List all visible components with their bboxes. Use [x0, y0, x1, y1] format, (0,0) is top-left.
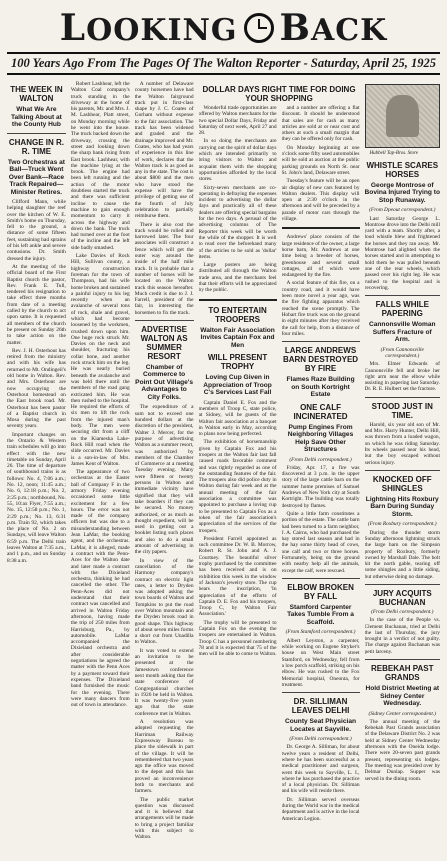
article-paragraph: At the meeting of the official board of the First Baptist church the pastor, Rev. Frank E. Tull, tendered his resignation to take effect three months from date of a meeting called by the church to act upon same. It is requested all members of the church be present on Sunday 26th to take action on the matter. — [7, 263, 66, 346]
headline-advertise-walton: ADVERTISE WALTON AS SUMMER RESORT — [140, 324, 188, 361]
masthead-word-back: BACK — [279, 7, 388, 49]
center-columns — [199, 105, 360, 824]
subhead-calf: Pump Engines From Neighboring Villages Help Save Other Structures — [287, 423, 354, 454]
subhead-elbow: Stamford Carpenter Takes Tumble From a Scaffold. — [287, 603, 354, 626]
headline-one-calf: ONE CALF INCINERATED — [293, 402, 348, 421]
article-paragraph: It was voted to extend an invitation to be presented at the Jamestown conference next month asking that the state conference of Congregational churches in 1926 be held in Walton. It was twenty-five years ago that the state conference met in Walton. — [134, 647, 194, 717]
headline-large-andrews-barn: LARGE ANDREWS BARN DESTROYED BY FIRE — [282, 346, 359, 374]
article-paragraph: In so doing the merchants are carrying out the spirit of dollar days which are intended primarily to bring visitors to Walton and acquaint them with the shopping opportunities afforded by the local stores. — [198, 138, 277, 183]
source-line: (From Delhi correspondent.) — [371, 608, 434, 615]
subhead-week: What We Are Talking About at the County Hub — [10, 106, 62, 128]
article-paragraph: A social feature of this fire, on a country road, and it would have been more novel a year ago, was the fire fighting apparatus which reached the scene promptly. The Hobart fire truck was on the ground in eight minutes after they received the call for help, from a distance of four miles. — [281, 280, 360, 337]
source-line: (From Delhi correspondent.) — [289, 456, 352, 463]
article-paragraph: There is also cost the track would be rolled and harrowed later. The four associates will construct a fence which will get the outer way around the inside of the half mile track. It is probable that a number of horses will be located on the Walton track this season hereafter. Much credit is due to J. J. Farrell, president of the fair, in interesting the horsemen to fix the track. — [134, 221, 194, 316]
article-paragraph: The public market question was discussed and it is believed that arrangements will be made to bring a project familiar with this subject to Walton. — [134, 796, 194, 841]
headline-stood-just-in-time: STOOD JUST IN TIME. — [371, 401, 433, 420]
article-paragraph: President Farrell appointed as such committee Dr. W. B. Morrow, Robert R. St. John and A. J. Courtney. The beautiful silver trophy purchased by the committee has been received and is on exhibition this week in the window of Jackson's jewelry store. The cup bears the inscription, 'In appreciation of the efforts of Captain D. E. Fox and his troopers, Troop C, by Walton Fair Association.' — [198, 535, 277, 618]
article-paragraph: During the thunder storm Sunday afternoon lightning struck the large barn on the Simpson property of Roxbury, formerly owned by Marshall Dale. The bolt hit the north gable, tearing off some shingles and a little siding, but otherwise doing no damage. — [364, 529, 440, 580]
article-paragraph: Clifford Mann, while helping slaughter the reef over the kitchen of W. E. Smith's home on Thursday, fell to the ground, a distance of some fifteen feet, sustaining bad sprains of his left ankle and severe contusions. Dr. Smith dressed the injury. — [7, 199, 66, 262]
store-photo — [365, 84, 440, 148]
headline-whistle-scares-horses: WHISTLE SCARES HORSES — [366, 160, 439, 179]
article-paragraph: Robert Lashhear, left the Walton Coal company's truck standing in the driveway at the home of his parents, Mr. and Mrs. J. M. Lashhear, Platt street, on Monday morning while he went into the house. The truck backed down the driveway, crossing the street and looking down the sharp bank rising from East brook. Lashhear, with the machine lying at the brook. The engine had been left running and the action of the motor doubtless started the truck and there was sufficient incline to cause the machine to gain enough momentum to carry it across the highway and down the bank. The truck had turned over at the foot of the incline and the left side badly smashed. — [70, 81, 130, 251]
article-paragraph: Harold, six year old son of Mr. and Mrs. Harry Hunter, Delhi Hill, was thrown from a loaded wagon, on which he was riding Saturday. Its wheels passed near his head, but the boy escaped without serious injury. — [364, 421, 440, 466]
subhead-change: Two Orchestras at Ball—Truck Went Over Bank—Race Track Repaired—Minister Retires. — [7, 158, 65, 196]
article-paragraph: Captain Daniel E. Fox and the members of Troop C, state police, at Sidney, will be guests of the Walton fair association at a banquet in Walton early in May, according to plans now being perfected. — [198, 399, 277, 438]
column-3 — [135, 81, 194, 861]
article-paragraph: Mrs. Elmer Edwards of Cannonsville fell and broke her right arm near the elbow while assisting in papering last Saturday. Dr. R. E. Hulbert set the fracture. — [364, 361, 440, 393]
article-paragraph: Important changes on the Ontario & Western train schedules will go into effect with the new timetable on Sunday, April 26. The time of departure of southbound trains is as follows: No. 4, 7:06 a.m.; No. 12, noon; 11:45 a.m.; No. 6, 12:18 p.m.; No. 2, 2:25 p.m.; northbound, No. 55, 10:ax Flyer, 7:55 a.m.; No. 15, 12:58 p.m.; No. 1, 2:29 p.m.; No. 13, 6:31 p.m. Train 92, which takes the place of No. 2 on Sundays, will leave Walton 6:59 p.m. The Delhi train leaves Walton at 7:35 a.m., and 1 p.m., and on Sunday 8:38 a.m. — [7, 431, 66, 564]
article-paragraph: Andrews' place consists of the large residence of the owner, a large horse barn, Mr. Andrews at one time being a breeder of horses, greenhouse and several small cottages, all of which were endangered by the fire. — [281, 234, 360, 279]
column-2 — [71, 81, 130, 861]
article-paragraph: The expenditure of a sum not to exceed one hundred dollars at the discretion of the president, Walter J. Mercer, for the purpose of advertising Walton as a summer resort, was authorized by members of the Chamber of Commerce at a meeting Tuesday evening. Many were fifteen or twenty persons in Walton and immediate vicinity have signified that they will take boarders if they can be secured. No money authorized, or as much as thought expedient, will be used in getting out a booklet listing such places and also to do a small amount of advertising in the city papers. — [134, 404, 194, 556]
subhead-barn: Flames Raze Building on South Kortright Estate — [286, 376, 355, 399]
article-paragraph: The annual meeting of the Rebekah Past Grands association of the Delaware District No. 2 was held at Sidney Center Wednesday afternoon with the Oneida lodge. There were 20-seven past grands present, representing six lodges. The meeting was presided over by Delmar Dunlap. Supper was served in the dining room. — [364, 718, 440, 782]
headline-dr-silliman: DR. SILLIMAN LEAVES DELHI — [291, 697, 350, 716]
masthead — [7, 6, 440, 50]
headline-change-rr-time: CHANGE IN R. R. TIME — [8, 137, 64, 156]
column-5 — [282, 105, 360, 824]
article-paragraph: The appearance of two orchestras at the Easter ball of Company F in the armory Friday evening occasioned some little excitement for a few hours. The error was not made of the company officers but was due to a misunderstanding between Jean LaMar, the booking agent, and the orchestras. LaMar, it is alleged, made a contract with the Penn-Aces for the Walton date and later made a contract with the Dixieland orchestra, thinking he had cancelled the other. The Penn-Aces did not understand that their contract was cancelled and arrived in Walton Friday afternoon, having made the trip of 250 miles from Harrisburg, Pa., by automobile. LaMar accompanied the Dixieland orchestra and after considerable negotiations he agreed the matter with the Penn Aces by a payment toward their expenses. The Dixieland band furnished the music for the evening. There were many dancers from out of town in attendance. — [70, 469, 130, 709]
article-paragraph: Quite a little farm constitutes a portion of the estate. The cattle barn had been turned to a farm neighbor, J. A. Cairns, who had purchased the hay stored last season and had in the hay some thirty head of cows, one calf and two or three horses. Fortunately, being on the ground with nearby help all the animals, except the calf, were rescued. — [281, 510, 360, 574]
article-paragraph: Lake Davies of Rock Hill, Sullivan county, a highway construction foreman for the town of Thompson, had his wife home broken and sustained a painful injury to his leg recently when an avalanche of several tons of rock, shale and gravel, which had become loosened by the workmen, crushed down upon him. One huge rock struck Mr. Davies on the neck and shoulder, fracturing his collar bone, and another rock struck him on the leg. He was nearly buried beneath the avalanche and was held there until the members of the road gang extricated him. He was then rushed to the hospital. He required the efforts of six men to lift the rock from the injured man's body. The men were securing dirt from a cliff on the Kiamesha Lake-Rock Hill road when the slide occurred. Mr. Davies is a son-in-law of Mrs. James Kent of Walton. — [70, 253, 130, 467]
subhead-silliman: County Seat Physician Locates at Sayville. — [284, 718, 357, 733]
article-paragraph: Rev. J. H. Osterhout has retired from the ministry and with his wife has returned to Mt. Ondingeil's old home in Walton. Rev. and Mrs. Osterhout are now occupying the Osterhout homestead on the East brook road. Mr. Osterhout has been pastor of a Baptist church in Mosa during the past seventy years. — [7, 347, 66, 430]
article-paragraph: A number of Delaware county horsemen have had the Walton fairground track put in first-class shape by J. C. Coates of Gorham without expense to the fair association. The track has been widened and graded and the drainage improved and Mr. Coates, who has had years of experience in this line of work, declares that the Walton track is as good as any in the state. The cost is about $800 and the men who have stood the expense will have the privilege of getting use of the fourth of July celebration to partially reimburse them. — [134, 81, 194, 220]
subhead-shingles: Lightning Hits Roxbury Barn During Sunday Storm. — [365, 495, 439, 518]
center-section — [199, 81, 360, 861]
article-paragraph: In view of the cancellation of the Harmony company's contract on electric light rates, a letter to Dryden was adopted asking the town boards of Walton and Tompkins to put the road over Walton mountain and the Dryden brook road in good shape. This highway of about seven miles forms a short cut from Unadilla to Walton. — [134, 557, 194, 646]
subhead-rebekah: Hold District Meeting at Sidney Center Wednesday. — [365, 685, 440, 708]
source-line: (Sidney Center correspondent.) — [368, 710, 437, 717]
article-paragraph: Large posters are being distributed all through the Walton trade area, and the merchants feel that their efforts will be appreciated by the public. — [198, 262, 277, 294]
article-paragraph: The exhibition of horsemanship given by Captain Fox and his troopers at the Walton fair last fall caused roads favorable comment and was rightly regarded as one of the outstanding features of the fair. The troopers also did police duty in Walton during fair week and at the annual meeting of the fair association a committee was appointed to purchase a loving cup to be presented to Captain Fox as a token of the fair association's appreciation of the services of the troopers. — [198, 439, 277, 534]
article-paragraph: Sixty-seven merchants are co-operating in defraying the expenses incident to advertising the dollar days and practically all of these dealers are offering special bargains for the two days. A perusal of the advertising columns of The Reporter this week will be worth the while of the shopper. It is well to read over the beforehand many of the articles to be sold as 'dollar' items. — [198, 184, 277, 260]
source-line: (From Delhi correspondent.) — [289, 736, 352, 743]
subhead-trophy: Loving Cup Given in Appreciation of Troop C's Services Last Fall — [203, 374, 272, 397]
source-line: (From Cannonsville correspondent.) — [380, 346, 424, 359]
headline-rebekah-past-grands: REBEKAH PAST GRANDS — [370, 664, 434, 683]
photo-caption: Hubbell Tap-Bros. Store — [369, 151, 419, 156]
headline-week-in-walton: THE WEEK IN WALTON — [10, 85, 63, 103]
tagline: 100 Years Ago From The Pages Of The Walton Reporter - Saturday, April 25, 1925 — [7, 52, 440, 75]
article-paragraph: On Monday beginning at one o'clock some fifty used automobiles will be sold at auction at the public parking grounds on North St. near St. John's land, Delaware street. — [281, 144, 360, 176]
columns — [7, 81, 440, 861]
subhead-whistle: George Montrose of Bovina Injured Trying to Stop Runaway. — [364, 181, 440, 204]
article-paragraph: The trophy will be presented to Captain Fox on the evening the troopers are entertained in Walton. Troop C has a personnel numbering 78 and it is expected that 75 of the men will be able to come to Walton. — [198, 619, 277, 658]
source-line: (From Roxbury correspondent.) — [367, 521, 437, 528]
article-paragraph: and a number are offering a flat discount. It should be understood that sales are for cash as many articles are sold at or near cost and others at such a small margin that they can be offered only for cash. — [281, 105, 360, 143]
article-paragraph: Albert Leyston, a carpenter, while working on Eugene Stryker's house on West Main street Stamford, on Wednesday, fell from a low porch scaffold, striking on his elbow. He was rushed to the Fox Memorial hospital, Oneonta, for treatment. — [281, 637, 360, 688]
headline-to-entertain-troopers: TO ENTERTAIN TROOPERS — [208, 305, 267, 324]
source-line: (From Stamford correspondent.) — [285, 629, 356, 636]
subhead-entertain: Walton Fair Association Invites Captain Fox and Men — [200, 326, 275, 349]
source-line: (From Dpeout correspondent.) — [369, 207, 436, 214]
headline-will-present-trophy: WILL PRESENT TROPHY — [207, 353, 268, 372]
headline-jury-acquits: JURY ACQUITS BUCHANAN — [372, 588, 432, 607]
headline-knocked-off-shingles: KNOCKED OFF SHINGLES — [372, 474, 432, 493]
article-paragraph: Wonderful trade opportunities are offered by Walton merchants for the two special Dollar Days, Friday and Saturday of next week, April 27 and 28. — [198, 105, 277, 137]
article-paragraph: Dr. George A. Silliman, for about twelve years a resident of Delhi, where he has been successful as a medical practitioner and surgeon, went this week to Sayville, L. I., where he has purchased the practice of a local physician. Dr. Silliman and his wife will reside there. — [281, 744, 360, 795]
masthead-word-looking: LOOKING — [59, 7, 238, 49]
headline-elbow-broken: ELBOW BROKEN BY FALL — [287, 582, 354, 601]
dollar-days-article — [199, 81, 360, 105]
column-6 — [365, 81, 440, 861]
column-1 — [7, 81, 66, 861]
headline-dollar-days: DOLLAR DAYS RIGHT TIME FOR DOING YOUR SHOPPING — [202, 85, 356, 103]
article-paragraph: A resolution was adopted requesting the Harriman Railway Expressway Bureau to place the sidewalk in part of the village. It will be remembered that two years ago the office was moved to the depot and this has proved an inconvenience both to merchants and farmers. — [134, 719, 194, 795]
column-4 — [199, 105, 277, 824]
article-paragraph: Friday, Apr. 17, a fire was discovered at 3 p.m. in the upper story of the large cattle barn on the summer home premises of Samuel Andrews of New York city at South Kortright. The building was totally destroyed by flames. — [281, 464, 360, 509]
headline-falls-while-papering: FALLS WHILE PAPERING — [375, 300, 429, 319]
article-paragraph: Tuesday's feature will be an open air display of new cars featured by Walton dealers. This display will open at 2:30 o'clock in the afternoon and will be preceded by a parade of motor cars through the village. — [281, 178, 360, 223]
subhead-advertise: Chamber of Commerce to Point Out Village's Advantages to City Folks. — [135, 363, 194, 401]
article-paragraph: Last Saturday George L. Montrose drove into the Delhi mill yard with a team. Shortly after, a loud whistle blew and frightened the horses and they ran away. Mr. Montrose had alighted when the horses started and in attempting to hold them he was pulled beneath one of the rear wheels, which passed over his right leg. He was rushed to the hospital and is recovering. — [364, 215, 440, 291]
article-paragraph: In the case of the People vs. Clement Buchanan, tried at Delhi the last of Thursday, the jury brought in a verdict of not guilty. The charge against Buchanan was petit larceny. — [364, 617, 440, 655]
clock-icon — [244, 13, 274, 43]
subhead-falls: Cannonsville Woman Suffers Fracture of Arm. — [368, 321, 436, 344]
article-paragraph: Dr. Silliman served overseas during the World war in the medical department and is active in the local American Legion. — [281, 796, 360, 822]
